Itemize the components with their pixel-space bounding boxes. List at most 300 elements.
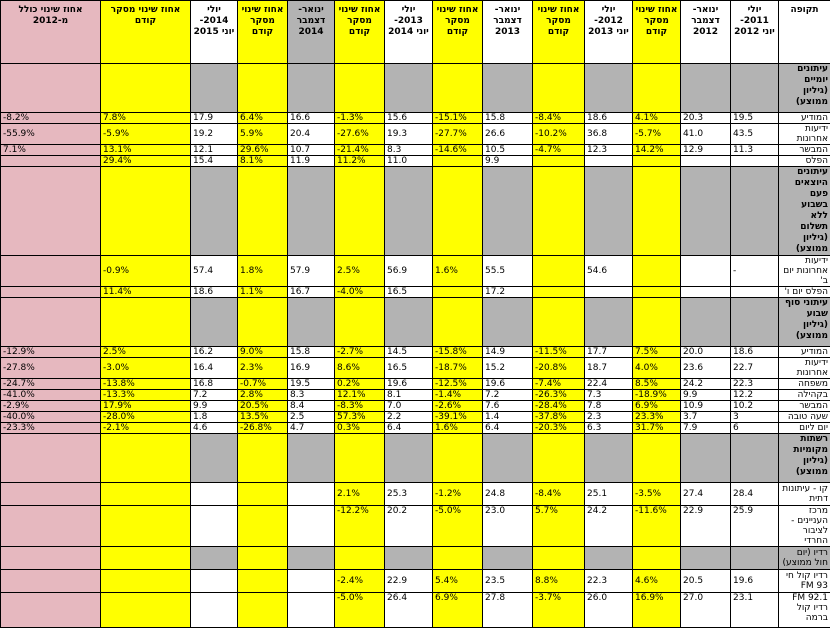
table-cell: 1.1% xyxy=(238,287,288,298)
table-cell: 9.9 xyxy=(191,401,238,412)
table-cell: 1.4 xyxy=(483,412,533,423)
table-cell: 4.6% xyxy=(633,570,681,593)
section-cell xyxy=(238,434,288,483)
table-cell: 11.0 xyxy=(385,156,433,167)
table-cell: -3.5% xyxy=(633,483,681,506)
section-cell xyxy=(585,167,633,256)
table-cell: -15.1% xyxy=(433,113,483,124)
table-cell: 24.2 xyxy=(681,379,731,390)
table-cell xyxy=(288,593,335,628)
table-cell: 0.3% xyxy=(335,423,385,434)
section-cell xyxy=(385,167,433,256)
row-label: הפלס יום ו' xyxy=(779,287,830,298)
table-cell: 19.3 xyxy=(385,124,433,145)
table-cell: -1.2% xyxy=(433,483,483,506)
table-cell: 20.0 xyxy=(681,347,731,358)
table-cell: -12.2% xyxy=(335,506,385,547)
table-cell: -27.8% xyxy=(1,358,101,379)
table-cell: -40.0% xyxy=(1,412,101,423)
table-cell: 7.2 xyxy=(191,390,238,401)
section-cell xyxy=(335,547,385,570)
table-cell: 16.2 xyxy=(191,347,238,358)
table-cell: 6.4 xyxy=(483,423,533,434)
table-cell: -12.5% xyxy=(433,379,483,390)
table-cell xyxy=(681,256,731,287)
table-cell: 28.4 xyxy=(731,483,779,506)
section-cell xyxy=(238,298,288,347)
section-cell xyxy=(335,298,385,347)
table-row xyxy=(1,287,830,298)
section-cell xyxy=(101,64,191,113)
section-label: עיתונים יומיים (גיליון ממוצע) xyxy=(779,64,830,113)
table-cell: -8.4% xyxy=(533,113,585,124)
table-cell: -28.0% xyxy=(101,412,191,423)
table-cell: -8.4% xyxy=(533,483,585,506)
table-row xyxy=(1,124,830,145)
table-cell: - xyxy=(731,256,779,287)
table-cell: 16.4 xyxy=(191,358,238,379)
table-cell: 14.5 xyxy=(385,347,433,358)
row-label: שעה טובה xyxy=(779,412,830,423)
table-cell: 17.9% xyxy=(101,401,191,412)
table-cell: 2.8% xyxy=(238,390,288,401)
section-cell xyxy=(731,547,779,570)
table-cell: 43.5 xyxy=(731,124,779,145)
header-col-12: יולי 2014- יוני 2015 xyxy=(191,1,238,64)
section-cell xyxy=(483,298,533,347)
row-label: המודיע xyxy=(779,113,830,124)
section-cell xyxy=(483,167,533,256)
row-label: קו - עיתונות דתית xyxy=(779,483,830,506)
table-cell: 22.9 xyxy=(681,506,731,547)
table-cell: 8.8% xyxy=(533,570,585,593)
table-cell: 1.6% xyxy=(433,256,483,287)
table-cell: 2.3 xyxy=(585,412,633,423)
table-cell: 7.0 xyxy=(385,401,433,412)
table-cell: -27.7% xyxy=(433,124,483,145)
table-cell: -13.3% xyxy=(101,390,191,401)
section-cell xyxy=(731,64,779,113)
table-row xyxy=(1,256,830,287)
table-cell xyxy=(191,483,238,506)
table-cell xyxy=(633,256,681,287)
table-cell: 57.4 xyxy=(191,256,238,287)
header-col-10: ינואר- דצמבר 2014 xyxy=(288,1,335,64)
table-cell: -2.6% xyxy=(433,401,483,412)
section-cell xyxy=(335,64,385,113)
table-row xyxy=(1,401,830,412)
table-cell: 16.8 xyxy=(191,379,238,390)
table-cell: 6.4% xyxy=(238,113,288,124)
table-cell: -26.8% xyxy=(238,423,288,434)
table-cell: 9.9 xyxy=(681,390,731,401)
section-cell xyxy=(101,298,191,347)
table-cell xyxy=(433,156,483,167)
row-label: ידיעות אחרונות xyxy=(779,358,830,379)
section-cell xyxy=(1,167,101,256)
section-cell xyxy=(533,547,585,570)
section-cell xyxy=(1,298,101,347)
table-cell: 22.7 xyxy=(731,358,779,379)
table-cell: 29.4% xyxy=(101,156,191,167)
table-cell: -2.7% xyxy=(335,347,385,358)
table-cell: -41.0% xyxy=(1,390,101,401)
table-cell: 20.5 xyxy=(681,570,731,593)
section-cell xyxy=(681,547,731,570)
table-cell: 15.8 xyxy=(288,347,335,358)
table-cell: 27.0 xyxy=(681,593,731,628)
table-cell: -7.4% xyxy=(533,379,585,390)
table-cell: 13.1% xyxy=(101,145,191,156)
section-cell xyxy=(633,434,681,483)
table-cell xyxy=(633,287,681,298)
table-row xyxy=(1,423,830,434)
table-cell: 29.6% xyxy=(238,145,288,156)
table-cell: 14.2% xyxy=(633,145,681,156)
table-cell: 11.4% xyxy=(101,287,191,298)
section-cell xyxy=(191,547,238,570)
table-cell: 24.8 xyxy=(483,483,533,506)
table-cell: 8.4 xyxy=(288,401,335,412)
table-cell: -20.8% xyxy=(533,358,585,379)
section-cell xyxy=(335,434,385,483)
table-cell: -0.7% xyxy=(238,379,288,390)
row-label: המבשר xyxy=(779,145,830,156)
row-label: יום ליום xyxy=(779,423,830,434)
table-cell: 12.1 xyxy=(191,145,238,156)
section-cell xyxy=(1,64,101,113)
table-cell: 5.9% xyxy=(238,124,288,145)
table-cell: 16.5 xyxy=(385,358,433,379)
table-cell: -2.4% xyxy=(335,570,385,593)
table-cell xyxy=(1,287,101,298)
table-cell: 11.2% xyxy=(335,156,385,167)
section-cell xyxy=(681,64,731,113)
table-cell: 8.3 xyxy=(385,145,433,156)
table-cell: 5.4% xyxy=(433,570,483,593)
table-cell: 16.7 xyxy=(288,287,335,298)
table-cell: 12.3 xyxy=(585,145,633,156)
table-cell xyxy=(238,570,288,593)
table-cell: 7.6 xyxy=(483,401,533,412)
table-cell: 2.5% xyxy=(101,347,191,358)
table-cell: -11.5% xyxy=(533,347,585,358)
table-cell: 7.9 xyxy=(681,423,731,434)
table-cell: 57.3% xyxy=(335,412,385,423)
table-cell: -13.8% xyxy=(101,379,191,390)
section-cell xyxy=(385,547,433,570)
section-cell xyxy=(533,167,585,256)
section-row xyxy=(1,167,830,256)
table-cell: 6.4 xyxy=(385,423,433,434)
table-cell: 0.2% xyxy=(335,379,385,390)
section-cell xyxy=(585,298,633,347)
header-col-7: אחוז שינוי מסקר קודם xyxy=(433,1,483,64)
table-cell: 4.6 xyxy=(191,423,238,434)
table-cell: 10.5 xyxy=(483,145,533,156)
table-cell: 19.6 xyxy=(385,379,433,390)
table-cell: -1.4% xyxy=(433,390,483,401)
table-cell: 20.4 xyxy=(288,124,335,145)
section-row xyxy=(1,298,830,347)
table-cell: 2.2 xyxy=(385,412,433,423)
section-cell xyxy=(681,298,731,347)
table-cell xyxy=(433,287,483,298)
table-cell: 41.0 xyxy=(681,124,731,145)
table-cell: 18.7 xyxy=(585,358,633,379)
table-cell: 16.6 xyxy=(288,113,335,124)
section-cell xyxy=(681,167,731,256)
table-cell: 3.7 xyxy=(681,412,731,423)
row-label: מרכז העניינים - לציבור החרדי xyxy=(779,506,830,547)
table-cell: -8.3% xyxy=(335,401,385,412)
table-cell: 19.5 xyxy=(731,113,779,124)
section-cell xyxy=(633,64,681,113)
row-label: ידיעות אחרונות יום ב' xyxy=(779,256,830,287)
table-cell: 2.1% xyxy=(335,483,385,506)
section-cell xyxy=(433,547,483,570)
section-cell xyxy=(191,298,238,347)
table-cell: -3.7% xyxy=(533,593,585,628)
table-cell xyxy=(1,483,101,506)
section-cell xyxy=(681,434,731,483)
row-label: רדיו קול חי 93 FM xyxy=(779,570,830,593)
table-cell: 27.8 xyxy=(483,593,533,628)
table-cell: -5.0% xyxy=(433,506,483,547)
table-cell xyxy=(288,506,335,547)
section-cell xyxy=(433,434,483,483)
table-cell: -5.7% xyxy=(633,124,681,145)
row-label: משפחה xyxy=(779,379,830,390)
table-cell: -2.9% xyxy=(1,401,101,412)
section-cell xyxy=(288,298,335,347)
row-label: המבשר xyxy=(779,401,830,412)
table-cell xyxy=(101,506,191,547)
table-cell: -18.7% xyxy=(433,358,483,379)
table-cell: 7.1% xyxy=(1,145,101,156)
table-cell: 19.6 xyxy=(731,570,779,593)
table-cell xyxy=(731,287,779,298)
table-cell: 9.0% xyxy=(238,347,288,358)
table-cell: 5.7% xyxy=(533,506,585,547)
section-cell xyxy=(483,434,533,483)
table-cell: 8.3 xyxy=(288,390,335,401)
table-cell: 18.6 xyxy=(191,287,238,298)
section-cell xyxy=(533,64,585,113)
table-cell: -0.9% xyxy=(101,256,191,287)
section-cell xyxy=(238,167,288,256)
header-col-4: יולי 2012- יוני 2013 xyxy=(585,1,633,64)
section-cell xyxy=(433,64,483,113)
table-cell: 25.9 xyxy=(731,506,779,547)
table-cell: -21.4% xyxy=(335,145,385,156)
section-cell xyxy=(731,298,779,347)
table-cell: 4.0% xyxy=(633,358,681,379)
table-cell: 19.5 xyxy=(288,379,335,390)
table-cell xyxy=(681,287,731,298)
section-label: עיתוני סוף שבוע (גיליון ממוצע) xyxy=(779,298,830,347)
section-cell xyxy=(191,64,238,113)
section-cell xyxy=(1,434,101,483)
table-cell: 16.9% xyxy=(633,593,681,628)
section-label: רדיו (יום חול ממוצע) xyxy=(779,547,830,570)
table-cell xyxy=(101,570,191,593)
table-cell: 12.1% xyxy=(335,390,385,401)
section-cell xyxy=(633,298,681,347)
table-cell: -2.1% xyxy=(101,423,191,434)
table-cell: 23.3% xyxy=(633,412,681,423)
header-col-5: אחוז שינוי מסקר קודם xyxy=(533,1,585,64)
section-cell xyxy=(101,547,191,570)
table-cell: 17.9 xyxy=(191,113,238,124)
section-cell xyxy=(731,167,779,256)
section-cell xyxy=(238,64,288,113)
table-cell: 16.5 xyxy=(385,287,433,298)
table-cell: -11.6% xyxy=(633,506,681,547)
table-cell xyxy=(533,256,585,287)
header-col-1: יולי 2011- יוני 2012 xyxy=(731,1,779,64)
table-cell xyxy=(633,156,681,167)
section-cell xyxy=(191,434,238,483)
table-row xyxy=(1,412,830,423)
table-cell xyxy=(238,593,288,628)
table-cell: 23.1 xyxy=(731,593,779,628)
table-cell: 7.5% xyxy=(633,347,681,358)
table-cell: 6.9% xyxy=(433,593,483,628)
table-cell xyxy=(1,506,101,547)
table-cell: 8.1% xyxy=(238,156,288,167)
section-cell xyxy=(433,298,483,347)
table-cell: 22.3 xyxy=(585,570,633,593)
row-label: המודיע xyxy=(779,347,830,358)
table-cell: 20.2 xyxy=(385,506,433,547)
section-cell xyxy=(533,434,585,483)
section-cell xyxy=(238,547,288,570)
table-cell: 15.4 xyxy=(191,156,238,167)
table-cell: 7.2 xyxy=(483,390,533,401)
table-row xyxy=(1,358,830,379)
table-cell: 12.2 xyxy=(731,390,779,401)
table-cell: 24.2 xyxy=(585,506,633,547)
table-cell: -28.4% xyxy=(533,401,585,412)
section-label: רשתות מקומיות (גיליון ממוצע) xyxy=(779,434,830,483)
table-cell: 56.9 xyxy=(385,256,433,287)
table-cell: 19.6 xyxy=(483,379,533,390)
table-cell: -12.9% xyxy=(1,347,101,358)
table-row xyxy=(1,347,830,358)
table-cell: 11.3 xyxy=(731,145,779,156)
header-col-3: אחוז שינוי מסקר קודם xyxy=(633,1,681,64)
section-cell xyxy=(633,547,681,570)
table-cell xyxy=(191,570,238,593)
table-cell xyxy=(681,156,731,167)
table-cell xyxy=(191,593,238,628)
table-cell: -1.3% xyxy=(335,113,385,124)
table-cell: 2.3% xyxy=(238,358,288,379)
row-label: FM 92.1 רדיו קול ברמה xyxy=(779,593,830,628)
table-cell: -55.9% xyxy=(1,124,101,145)
table-cell: 20.5% xyxy=(238,401,288,412)
header-period: תקופה xyxy=(779,1,830,64)
table-row xyxy=(1,593,830,628)
table-cell: 7.8 xyxy=(585,401,633,412)
section-cell xyxy=(585,547,633,570)
table-cell: -5.0% xyxy=(335,593,385,628)
table-cell: 2.5 xyxy=(288,412,335,423)
table-cell: 31.7% xyxy=(633,423,681,434)
table-cell xyxy=(191,506,238,547)
table-cell xyxy=(288,570,335,593)
header-col-2: ינואר- דצמבר 2012 xyxy=(681,1,731,64)
table-cell: -26.3% xyxy=(533,390,585,401)
table-row xyxy=(1,390,830,401)
table-row xyxy=(1,570,830,593)
table-cell: 13.5% xyxy=(238,412,288,423)
table-cell: -8.2% xyxy=(1,113,101,124)
table-cell: 55.5 xyxy=(483,256,533,287)
section-cell xyxy=(385,298,433,347)
table-cell xyxy=(731,156,779,167)
table-cell xyxy=(533,156,585,167)
table-cell: 23.6 xyxy=(681,358,731,379)
section-cell xyxy=(335,167,385,256)
header-col-6: ינואר- דצמבר 2013 xyxy=(483,1,533,64)
table-cell xyxy=(1,256,101,287)
table-row xyxy=(1,483,830,506)
table-cell: 25.1 xyxy=(585,483,633,506)
table-row xyxy=(1,113,830,124)
table-cell: 22.9 xyxy=(385,570,433,593)
table-cell: 10.9 xyxy=(681,401,731,412)
table-cell: 1.8% xyxy=(238,256,288,287)
table-cell: 12.9 xyxy=(681,145,731,156)
table-cell xyxy=(288,483,335,506)
table-cell: 1.8 xyxy=(191,412,238,423)
table-row xyxy=(1,506,830,547)
table-cell: 3 xyxy=(731,412,779,423)
section-cell xyxy=(731,434,779,483)
table-row xyxy=(1,379,830,390)
table-cell: 10.2 xyxy=(731,401,779,412)
table-cell: 20.3 xyxy=(681,113,731,124)
table-cell xyxy=(1,156,101,167)
header-col-9: אחוז שינוי מסקר קודם xyxy=(335,1,385,64)
table-cell: 15.8 xyxy=(483,113,533,124)
section-cell xyxy=(385,434,433,483)
table-cell: 17.7 xyxy=(585,347,633,358)
table-cell: -5.9% xyxy=(101,124,191,145)
table-cell: -27.6% xyxy=(335,124,385,145)
section-cell xyxy=(433,167,483,256)
table-cell: 23.5 xyxy=(483,570,533,593)
table-cell: 22.4 xyxy=(585,379,633,390)
table-cell: 10.7 xyxy=(288,145,335,156)
table-row xyxy=(1,145,830,156)
table-cell: 4.7 xyxy=(288,423,335,434)
row-label: בקהילה xyxy=(779,390,830,401)
row-label: ידיעות אחרונות xyxy=(779,124,830,145)
table-cell: 26.6 xyxy=(483,124,533,145)
table-cell: 11.9 xyxy=(288,156,335,167)
table-cell xyxy=(101,593,191,628)
section-row xyxy=(1,64,830,113)
table-cell xyxy=(1,593,101,628)
section-cell xyxy=(533,298,585,347)
header-col-13: אחוז שינוי מסקר קודם xyxy=(101,1,191,64)
table-cell: -14.6% xyxy=(433,145,483,156)
table-cell: 57.9 xyxy=(288,256,335,287)
table-cell: 1.6% xyxy=(433,423,483,434)
